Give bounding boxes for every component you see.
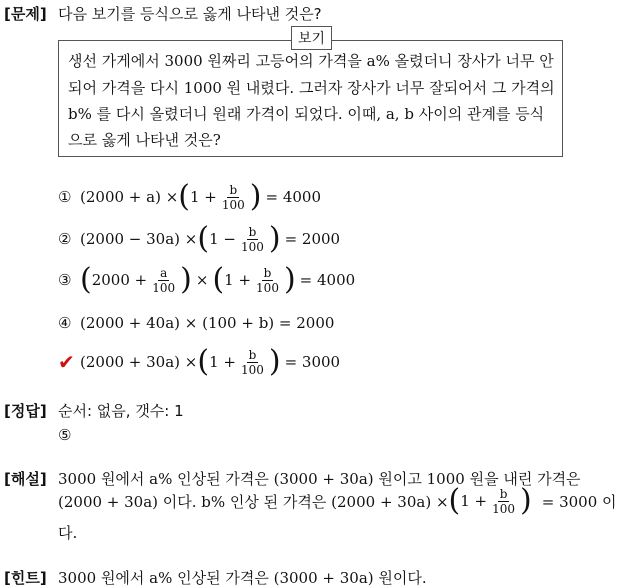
fraction-numerator: b — [499, 486, 508, 501]
option-expr-post: = 2000 — [284, 230, 341, 248]
fraction — [220, 183, 247, 212]
paren-close: ) — [180, 262, 192, 297]
explanation-line-1: 3000 원에서 a% 인상된 가격은 (3000 + 30a) 원이고 1000 원을 내린 가격은 — [58, 470, 581, 488]
hint-label: [힌트] — [4, 569, 47, 587]
explanation-line-3: 다. — [58, 524, 78, 542]
option-number: ④ — [58, 314, 72, 332]
example-line-2: 되어 가격을 다시 1000 원 내렸다. 그러자 장사가 너무 잘되어서 그 가격의 — [68, 79, 555, 97]
paren-close: ) — [520, 483, 532, 518]
paren-open: ( — [178, 179, 190, 214]
paren-close: ) — [283, 262, 296, 297]
option-number: ② — [58, 230, 72, 248]
option-expr-sign: 1 + — [224, 271, 252, 289]
paren-close: ) — [268, 344, 281, 379]
fraction-numerator: b — [263, 265, 272, 280]
example-line-4: 으로 옳게 나타낸 것은? — [68, 131, 221, 149]
option-expr: (2000 + 40a) × (100 + b) = 2000 — [80, 314, 335, 332]
paren-open: ( — [197, 344, 210, 379]
explanation-label: [해설] — [4, 470, 47, 488]
explanation-expr-post: = 3000 이 — [541, 492, 617, 511]
fraction — [254, 266, 281, 295]
explanation-line-2 — [58, 483, 617, 518]
option-3[interactable] — [58, 262, 356, 297]
option-number: ① — [58, 188, 72, 206]
option-5[interactable] — [58, 344, 341, 379]
fraction — [490, 487, 517, 516]
answer-line-1: 순서: 없음, 갯수: 1 — [58, 402, 184, 420]
question-text: 다음 보기를 등식으로 옳게 나타낸 것은? — [58, 5, 322, 23]
option-expr-pre: (2000 + 30a) × — [80, 353, 198, 371]
paren-open: ( — [197, 221, 210, 256]
example-box-title: 보기 — [291, 26, 332, 50]
option-expr-sign: 1 + — [189, 188, 217, 206]
example-line-3: b% 를 다시 올렸더니 원래 가격이 되었다. 이때, a, b 사이의 관계를 등식 — [68, 105, 545, 123]
explanation-expr-pre: (2000 + 30a) 이다. b% 인상 된 가격은 (2000 + 30a) × — [58, 492, 449, 511]
example-line-1: 생선 가게에서 3000 원짜리 고등어의 가격을 a% 올렸더니 장사가 너무 안 — [68, 52, 554, 70]
fraction-denominator: 100 — [240, 239, 264, 254]
option-expr-post: = 4000 — [299, 271, 356, 289]
option-4[interactable] — [58, 314, 334, 332]
fraction-denominator: 100 — [152, 280, 176, 295]
answer-label: [정답] — [4, 402, 47, 420]
option-expr-sign: 1 + — [209, 353, 236, 371]
paren-close: ) — [249, 179, 262, 214]
option-2[interactable] — [58, 221, 341, 256]
fraction-denominator: 100 — [256, 280, 279, 295]
fraction — [150, 266, 177, 295]
fraction-denominator: 100 — [492, 501, 516, 516]
paren-open: ( — [212, 262, 225, 297]
problem-label: [문제] — [4, 5, 47, 23]
paren-open: ( — [448, 483, 461, 518]
option-expr-pre: (2000 − 30a) × — [80, 230, 198, 248]
fraction-numerator: b — [248, 224, 257, 239]
explanation-expr-sign: 1 + — [460, 492, 488, 510]
fraction-denominator: 100 — [221, 197, 245, 212]
fraction-numerator: b — [229, 182, 238, 197]
option-expr-post: = 4000 — [265, 188, 322, 206]
fraction — [239, 225, 266, 254]
paren-open: ( — [80, 262, 92, 297]
hint-text: 3000 원에서 a% 인상된 가격은 (3000 + 30a) 원이다. — [58, 569, 427, 587]
option-expr-sign: 1 − — [209, 230, 236, 248]
option-expr-mid: × — [195, 271, 209, 289]
option-expr-pre: 2000 + — [91, 271, 148, 289]
answer-line-2: ⑤ — [58, 426, 72, 444]
option-expr-post: = 3000 — [284, 353, 341, 371]
fraction — [239, 348, 266, 377]
checkmark-icon: ✔ — [58, 350, 75, 374]
fraction-numerator: a — [160, 265, 168, 280]
paren-close: ) — [268, 221, 281, 256]
option-1[interactable] — [58, 179, 322, 214]
option-number: ③ — [58, 271, 72, 289]
fraction-denominator: 100 — [240, 362, 264, 377]
option-expr-pre: (2000 + a) × — [80, 188, 179, 206]
fraction-numerator: b — [248, 347, 257, 362]
